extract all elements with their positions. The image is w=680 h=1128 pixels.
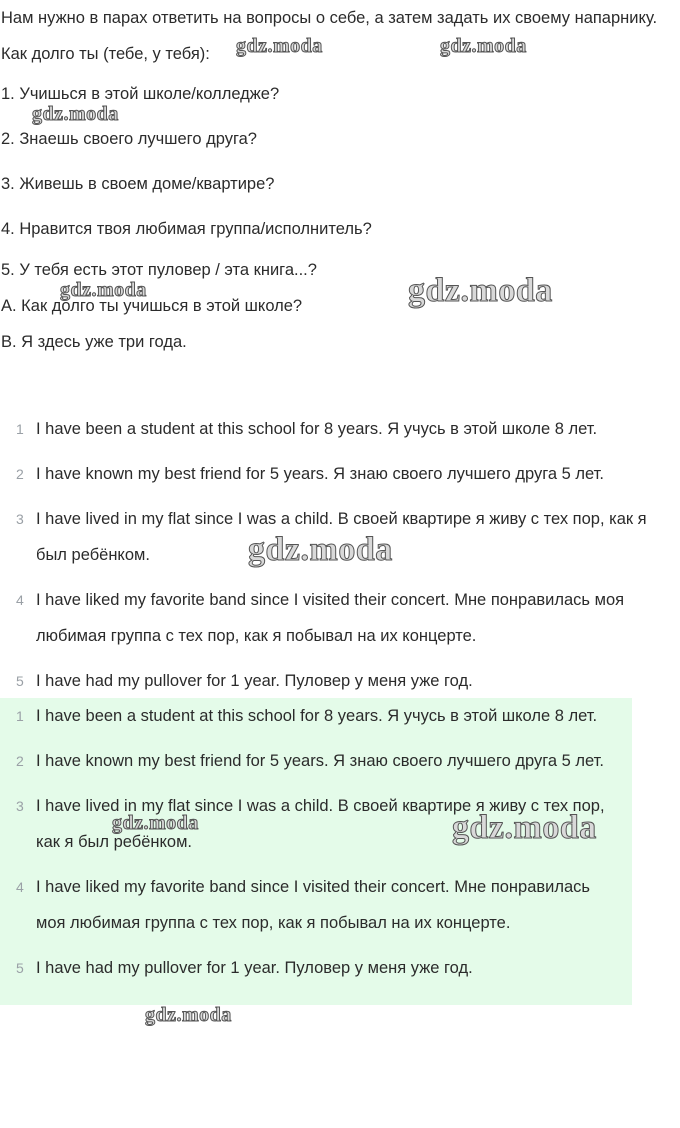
item-number: 2 — [16, 466, 24, 482]
watermark: gdz.moda — [60, 279, 147, 301]
highlighted-answer-list — [0, 698, 632, 1005]
watermark: gdz.moda — [440, 35, 527, 57]
item-text: I have had my pullover for 1 year. Пуловер у меня уже год. — [36, 672, 473, 690]
item-text: I have liked my favorite band since I visited their concert. Мне понравилась моя любимая группа с тех пор, как я побывал на их концерте. — [36, 878, 591, 932]
item-number: 4 — [16, 879, 24, 895]
item-number: 5 — [16, 673, 24, 689]
item-text: I have liked my favorite band since I visited their concert. Мне понравилась моя любимая группа с тех пор, как я побывал на их концерте. — [36, 591, 625, 645]
question-1: 1. Учишься в этой школе/колледже? — [1, 85, 280, 103]
watermark: gdz.moda — [112, 812, 199, 834]
question-5: 5. У тебя есть этот пуловер / эта книга...? — [1, 261, 317, 279]
item-number: 1 — [16, 421, 24, 437]
item-text: I have known my best friend for 5 years. Я знаю своего лучшего друга 5 лет. — [36, 465, 604, 483]
item-text: I have lived in my flat since I was a child. В своей квартире я живу с тех пор, как я был ребёнком. — [36, 510, 647, 564]
example-b: B. Я здесь уже три года. — [1, 333, 187, 351]
watermark: gdz.moda — [236, 35, 323, 57]
item-number: 2 — [16, 753, 24, 769]
watermark: gdz.moda — [145, 1004, 232, 1026]
item-number: 3 — [16, 798, 24, 814]
list-item — [0, 411, 680, 447]
item-number: 5 — [16, 960, 24, 976]
question-3: 3. Живешь в своем доме/квартире? — [1, 175, 275, 193]
item-text: I have lived in my flat since I was a child. В своей квартире я живу с тех пор, как я был ребёнком. — [36, 797, 605, 851]
watermark: gdz.moda — [248, 531, 393, 568]
list-item — [0, 743, 632, 779]
watermark: gdz.moda — [452, 809, 597, 846]
item-number: 4 — [16, 592, 24, 608]
watermark: gdz.moda — [408, 272, 553, 309]
instruction-text: Нам нужно в парах ответить на вопросы о себе, а затем задать их своему напарнику. — [1, 9, 658, 27]
item-text: I have had my pullover for 1 year. Пуловер у меня уже год. — [36, 959, 473, 977]
list-item — [0, 663, 680, 699]
item-text: I have been a student at this school for 8 years. Я учусь в этой школе 8 лет. — [36, 420, 598, 438]
answer-list — [0, 411, 680, 708]
list-item — [0, 869, 632, 941]
item-text: I have been a student at this school for 8 years. Я учусь в этой школе 8 лет. — [36, 707, 598, 725]
question-4: 4. Нравится твоя любимая группа/исполнитель? — [1, 220, 372, 238]
how-long-heading: Как долго ты (тебе, у тебя): — [1, 45, 210, 63]
list-item — [0, 698, 632, 734]
item-number: 1 — [16, 708, 24, 724]
watermark: gdz.moda — [32, 103, 119, 125]
list-item — [0, 456, 680, 492]
list-item — [0, 501, 680, 573]
intro-section — [0, 0, 680, 360]
list-item — [0, 950, 632, 986]
question-2: 2. Знаешь своего лучшего друга? — [1, 130, 257, 148]
example-a: A. Как долго ты учишься в этой школе? — [1, 297, 303, 315]
list-item — [0, 582, 680, 654]
item-text: I have known my best friend for 5 years. Я знаю своего лучшего друга 5 лет. — [36, 752, 604, 770]
item-number: 3 — [16, 511, 24, 527]
list-item — [0, 788, 632, 860]
